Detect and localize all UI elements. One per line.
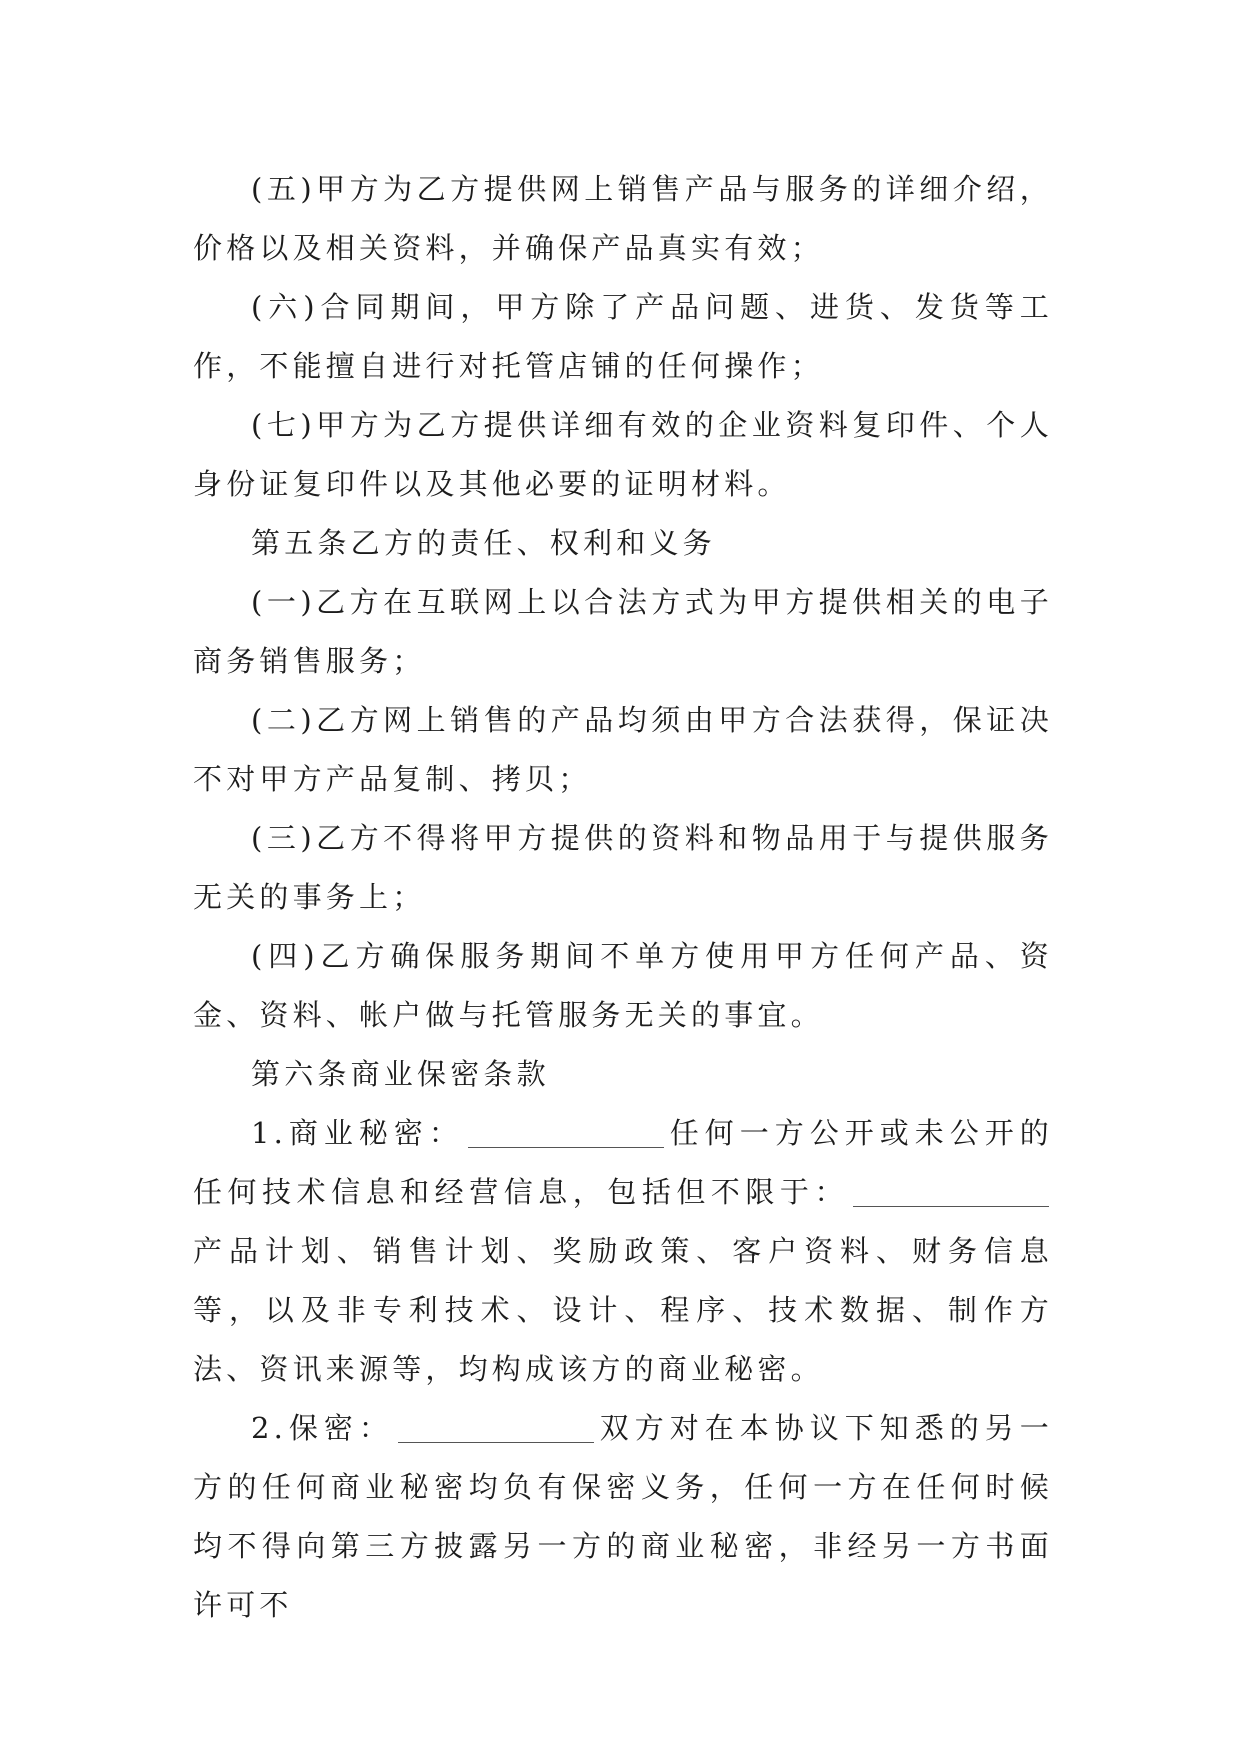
- article-5-item-2: (二)乙方网上销售的产品均须由甲方合法获得，保证决不对甲方产品复制、拷贝；: [193, 703, 1053, 796]
- trade-secret-text-2: 产品计划、销售计划、奖励政策、客户资料、财务信息等，以及非专利技术、设计、程序、技术数据、制作方法、资讯来源等，均构成该方的商业秘密。: [193, 1234, 1053, 1386]
- article-5-item-4: (四)乙方确保服务期间不单方使用甲方任何产品、资金、资料、帐户做与托管服务无关的事宜。: [193, 939, 1053, 1032]
- confidentiality-text-1: 双方对在本协议下知悉的另一方的任何商业秘密均负有保密义务，任何一方在任何时候均不得向第三方披露另一方的商业秘密，非经另一方书面许可不: [193, 1411, 1053, 1622]
- fill-in-blank-3[interactable]: [398, 1413, 594, 1443]
- article-6-heading: 第六条商业保密条款: [251, 1057, 550, 1091]
- confidentiality-paragraph: [193, 1399, 1053, 1635]
- clause-5: (五)甲方为乙方提供网上销售产品与服务的详细介绍，价格以及相关资料，并确保产品真实有效；: [193, 172, 1053, 265]
- trade-secret-lead: 1.商业秘密：: [251, 1116, 464, 1150]
- confidentiality-lead: 2.保密：: [251, 1411, 394, 1445]
- clause-6: (六)合同期间，甲方除了产品问题、进货、发货等工作，不能擅自进行对托管店铺的任何操作；: [193, 290, 1053, 383]
- article-5-item-3: (三)乙方不得将甲方提供的资料和物品用于与提供服务无关的事务上；: [193, 821, 1053, 914]
- trade-secret-text-1: 任何一方公开或未公开的任何技术信息和经营信息，包括但不限于：: [193, 1116, 1053, 1209]
- fill-in-blank-1[interactable]: [468, 1118, 664, 1148]
- fill-in-blank-2[interactable]: [853, 1177, 1049, 1207]
- article-5-heading: 第五条乙方的责任、权利和义务: [251, 526, 716, 560]
- clause-7: (七)甲方为乙方提供详细有效的企业资料复印件、个人身份证复印件以及其他必要的证明材料。: [193, 408, 1053, 501]
- trade-secret-paragraph: [193, 1104, 1053, 1399]
- article-5-item-1: (一)乙方在互联网上以合法方式为甲方提供相关的电子商务销售服务；: [193, 585, 1053, 678]
- document-body: [193, 160, 1053, 1635]
